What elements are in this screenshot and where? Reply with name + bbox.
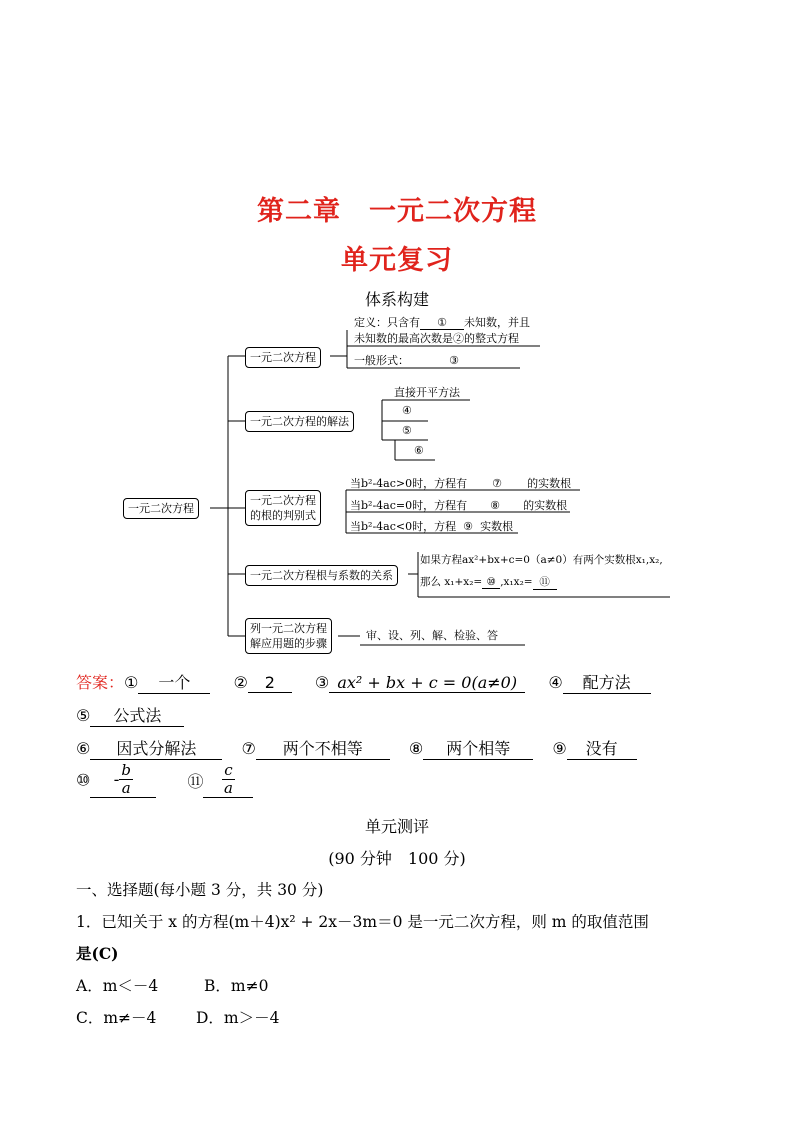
option-b: B．m≠0	[204, 977, 269, 995]
answer-4: 配方法	[563, 670, 651, 694]
fraction-numerator: c	[224, 761, 233, 779]
answer-11	[203, 762, 253, 798]
blank-8: ⑧	[490, 499, 501, 512]
answer-3: ax² + bx + c = 0(a≠0)	[329, 673, 525, 693]
answers-row1	[76, 670, 651, 694]
blank-10: ⑩	[482, 576, 500, 589]
fraction-numerator: b	[121, 761, 132, 779]
vieta-line2	[420, 574, 557, 590]
disc-text: 实数根	[480, 520, 514, 533]
answer-7: 两个不相等	[256, 736, 390, 760]
answers-row3	[76, 736, 637, 760]
answer-10-sign: -	[113, 770, 120, 789]
vieta-text: 那么 x₁+x₂=	[420, 576, 483, 588]
option-c: C．m≠－4	[76, 1009, 157, 1027]
diagram-branch-definition: 一元二次方程	[245, 347, 321, 368]
b3-line1: 一元二次方程	[250, 494, 316, 507]
answer-10	[90, 762, 156, 798]
option-d: D．m＞－4	[196, 1009, 280, 1027]
chapter-title: 第二章 一元二次方程	[257, 196, 537, 227]
fraction-denominator: a	[121, 779, 131, 797]
ans-num-8: ⑧	[408, 739, 424, 758]
answers-row2	[76, 703, 184, 727]
disc-text: 的实数根	[527, 477, 572, 490]
section-heading-test: 单元测评	[364, 817, 429, 836]
ans-num-9: ⑨	[552, 739, 567, 758]
ans-num-7: ⑦	[241, 739, 256, 758]
disc-text: 当b²-4ac>0时，方程有	[350, 477, 468, 490]
answers-label: 答案：	[76, 673, 125, 692]
answer-1: 一个	[138, 670, 210, 694]
section-heading-structure: 体系构建	[364, 290, 429, 309]
answer-11-fraction	[222, 762, 234, 797]
blank-5: ⑤	[402, 424, 412, 437]
answer-6: 因式分解法	[90, 736, 222, 760]
def-text: 定义：只含有	[354, 316, 420, 329]
diagram-branch-discriminant	[245, 490, 321, 526]
answer-2: 2	[248, 673, 292, 693]
diagram-root: 一元二次方程	[123, 498, 199, 519]
diagram-branch-methods: 一元二次方程的解法	[245, 411, 354, 432]
definition-line2	[354, 330, 519, 346]
blank-6: ⑥	[414, 444, 424, 457]
question-1-line1: 1．已知关于 x 的方程(m＋4)x² + 2x－3m＝0 是一元二次方程，则 m 的取值范围	[76, 913, 649, 931]
disc-text: 的实数根	[523, 499, 568, 512]
blank-3: ③	[449, 354, 459, 367]
disc-text: 当b²-4ac=0时，方程有	[350, 499, 468, 512]
blank-11: ⑪	[533, 574, 557, 590]
answer-8: 两个相等	[423, 736, 533, 760]
blank-2: ②	[453, 332, 464, 345]
blank-4: ④	[402, 404, 412, 417]
ans-num-10: ⑩	[76, 770, 91, 790]
blank-1: ①	[420, 316, 464, 330]
ans-num-5: ⑤	[76, 706, 91, 725]
answer-9: 没有	[567, 736, 637, 760]
option-a: A．m＜－4	[76, 977, 159, 995]
application-steps: 审、设、列、解、检验、答	[366, 629, 498, 642]
test-time: (90 分钟 100 分)	[328, 849, 466, 868]
answer-10-fraction	[119, 762, 133, 797]
vieta-line1: 如果方程ax²+bx+c=0（a≠0）有两个实数根x₁,x₂,	[420, 554, 663, 566]
ans-num-2: ②	[233, 673, 248, 692]
vieta-text: ,x₁x₂=	[500, 576, 533, 588]
ans-num-6: ⑥	[76, 739, 91, 758]
answer-5: 公式法	[90, 703, 184, 727]
b3-line2: 的根的判别式	[250, 509, 316, 522]
def-text: 未知数，并且	[464, 316, 530, 329]
fraction-denominator: a	[223, 779, 233, 797]
ans-num-3: ③	[314, 673, 330, 692]
discriminant-negative	[350, 518, 513, 534]
discriminant-zero	[350, 497, 567, 513]
blank-7: ⑦	[492, 477, 503, 490]
ans-num-1: ①	[124, 673, 139, 692]
ans-num-4: ④	[548, 673, 563, 692]
def-text: 未知数的最高次数是	[354, 332, 453, 345]
discriminant-positive	[350, 475, 571, 491]
definition-line1	[354, 314, 530, 330]
ans-num-11: ⑪	[187, 771, 204, 791]
blank-9: ⑨	[463, 520, 474, 533]
unit-subtitle: 单元复习	[341, 245, 453, 276]
def-text: 的整式方程	[464, 332, 519, 345]
part-heading: 一、选择题(每小题 3 分，共 30 分)	[76, 881, 324, 899]
general-form-line	[354, 352, 499, 368]
diagram-branch-application	[245, 618, 332, 654]
question-1-line2: 是(C)	[76, 944, 119, 963]
form-text: 一般形式：	[354, 354, 409, 367]
disc-text: 当b²-4ac<0时，方程	[350, 520, 457, 533]
diagram-branch-vieta: 一元二次方程根与系数的关系	[245, 565, 398, 586]
b5-line1: 列一元二次方程	[250, 622, 327, 635]
method-sqrt: 直接开平方法	[394, 386, 460, 399]
b5-line2: 解应用题的步骤	[250, 637, 327, 650]
answers-row4	[76, 762, 253, 798]
